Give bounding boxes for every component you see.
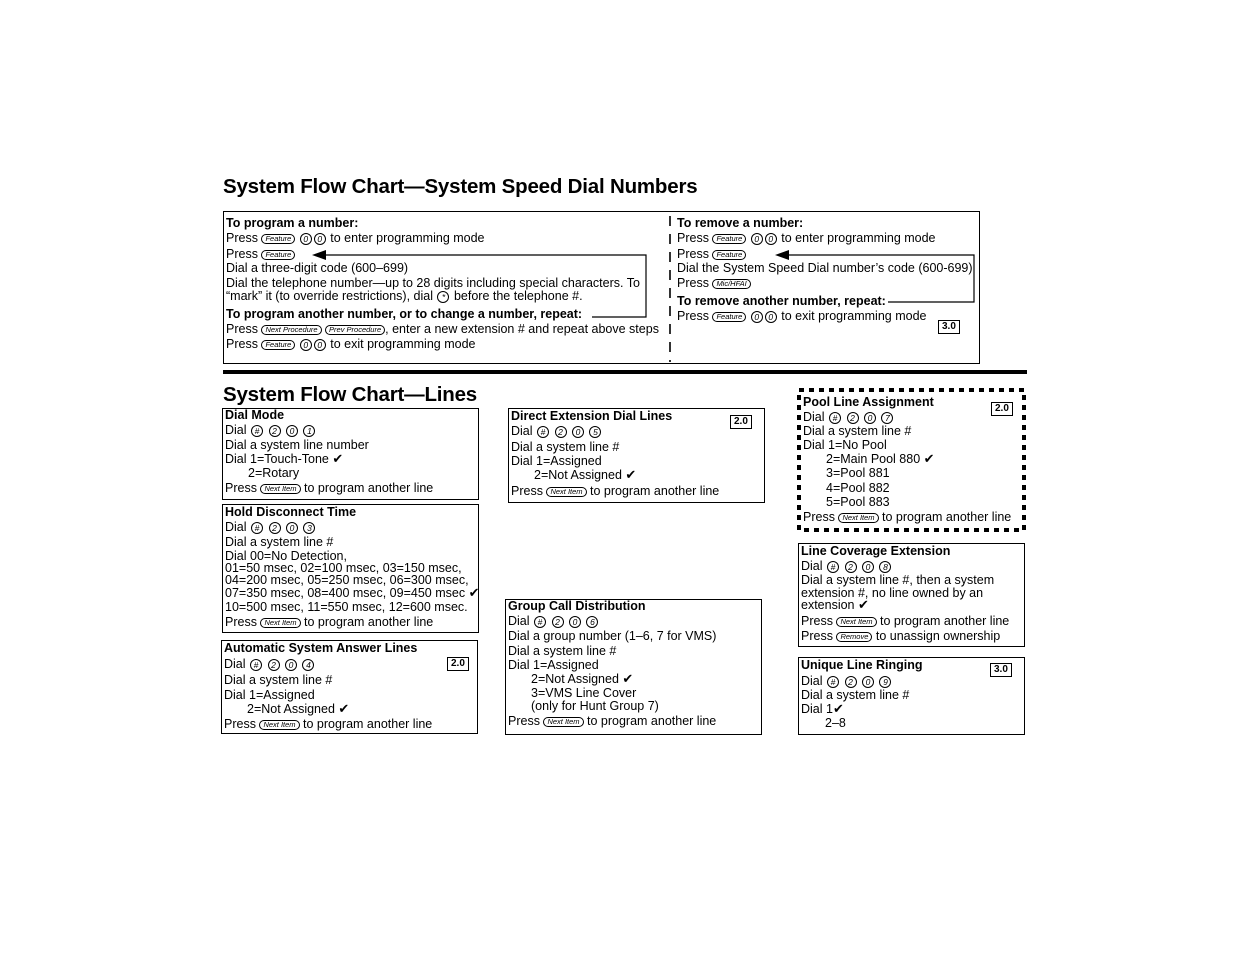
version-badge: 2.0 bbox=[991, 402, 1013, 416]
dial-key-7[interactable]: 7 bbox=[881, 412, 893, 424]
step-text: extension ✔ bbox=[801, 597, 869, 612]
dial-key-2[interactable]: 2 bbox=[845, 676, 857, 688]
hash-key[interactable]: # bbox=[251, 425, 263, 437]
program-heading: To program a number: bbox=[226, 216, 359, 230]
step-press: Press Next Item to program another line bbox=[511, 484, 720, 498]
mic-hfai-button[interactable]: Mic/HFAI bbox=[712, 279, 750, 289]
step-text: Dial a system line # bbox=[511, 440, 620, 454]
dial-key-8[interactable]: 8 bbox=[879, 561, 891, 573]
card-heading: Line Coverage Extension bbox=[801, 544, 951, 558]
card-heading: Direct Extension Dial Lines bbox=[511, 409, 673, 423]
dial-sequence: Dial # 2 0 8 bbox=[801, 559, 892, 573]
step-text: Dial a system line # bbox=[224, 673, 333, 687]
step-press: Press Next Item to program another line bbox=[803, 510, 1012, 524]
checkmark-icon: ✔ bbox=[622, 671, 634, 686]
dial-sequence: Dial # 2 0 6 bbox=[508, 614, 599, 628]
step-press: Press Next Item to program another line bbox=[225, 615, 434, 629]
step-text: Dial 1=Touch-Tone ✔ bbox=[225, 451, 344, 466]
step-press: Press Next Item to program another line bbox=[508, 714, 717, 728]
feature-button[interactable]: Feature bbox=[712, 234, 746, 244]
step-text: 01=50 msec, 02=100 msec, 03=150 msec, bbox=[225, 561, 462, 575]
step-press: Press Next Item to program another line bbox=[801, 614, 1010, 628]
step-text: 3=VMS Line Cover bbox=[531, 686, 637, 700]
card-heading: Hold Disconnect Time bbox=[225, 505, 357, 519]
remove-step-mic: Press Mic/HFAI bbox=[677, 276, 751, 290]
dial-key-2[interactable]: 2 bbox=[555, 426, 567, 438]
step-text: Dial a system line # bbox=[508, 644, 617, 658]
program-step-enter: Press Feature 0 0 to enter programming mode bbox=[226, 231, 485, 245]
hash-key[interactable]: # bbox=[829, 412, 841, 424]
dial-sequence: Dial # 2 0 5 bbox=[511, 424, 602, 438]
step-text: Dial a system line # bbox=[803, 424, 912, 438]
dial-key-0[interactable]: 0 bbox=[751, 233, 763, 245]
dial-sequence: Dial # 2 0 3 bbox=[225, 520, 316, 534]
speed-dial-title: System Flow Chart—System Speed Dial Numbers bbox=[223, 175, 698, 198]
next-item-button[interactable]: Next Item bbox=[546, 487, 586, 497]
step-text: extension #, no line owned by an bbox=[801, 586, 984, 600]
feature-button[interactable]: Feature bbox=[261, 340, 295, 350]
remove-heading: To remove a number: bbox=[677, 216, 804, 230]
prev-procedure-button[interactable]: Prev Procedure bbox=[325, 325, 385, 335]
step-text: Dial 1✔ bbox=[801, 701, 844, 716]
dial-key-0[interactable]: 0 bbox=[286, 425, 298, 437]
remove-step-feature: Press Feature bbox=[677, 247, 746, 261]
star-key[interactable]: * bbox=[437, 291, 449, 303]
remove-step-code: Dial the System Speed Dial number’s code (600-699) bbox=[677, 261, 973, 275]
card-heading: Unique Line Ringing bbox=[801, 658, 923, 672]
program-step-exit: Press Feature 0 0 to exit programming mode bbox=[226, 337, 476, 351]
checkmark-icon: ✔ bbox=[338, 701, 350, 716]
dial-key-4[interactable]: 4 bbox=[302, 659, 314, 671]
step-text: Dial a system line #, then a system bbox=[801, 573, 995, 587]
step-text: Dial a system line # bbox=[801, 688, 910, 702]
version-badge: 3.0 bbox=[990, 663, 1012, 677]
remove-step-exit: Press Feature 0 0 to exit programming mode bbox=[677, 309, 927, 323]
feature-button[interactable]: Feature bbox=[712, 250, 746, 260]
next-procedure-button[interactable]: Next Procedure bbox=[261, 325, 321, 335]
step-text: 2=Rotary bbox=[248, 466, 300, 480]
step-text: 2=Not Assigned ✔ bbox=[534, 467, 637, 482]
dial-sequence: Dial # 2 0 1 bbox=[225, 423, 316, 437]
program-step-mark: “mark” it (to override restrictions), dial * before the telephone #. bbox=[226, 289, 583, 303]
dial-sequence: Dial # 2 0 4 bbox=[224, 657, 315, 671]
checkmark-icon: ✔ bbox=[858, 597, 869, 612]
next-item-button[interactable]: Next Item bbox=[836, 617, 876, 627]
next-item-button[interactable]: Next Item bbox=[543, 717, 583, 727]
step-text: Dial 00=No Detection, bbox=[225, 549, 347, 563]
step-text: 10=500 msec, 11=550 msec, 12=600 msec. bbox=[225, 600, 468, 614]
dial-key-2[interactable]: 2 bbox=[847, 412, 859, 424]
checkmark-icon: ✔ bbox=[332, 451, 344, 466]
program-step-feature: Press Feature bbox=[226, 247, 295, 261]
step-text: 04=200 msec, 05=250 msec, 06=300 msec, bbox=[225, 573, 469, 587]
step-text: Dial a group number (1–6, 7 for VMS) bbox=[508, 629, 717, 643]
step-text: 07=350 msec, 08=400 msec, 09=450 msec ✔ bbox=[225, 585, 480, 600]
dial-key-2[interactable]: 2 bbox=[269, 522, 281, 534]
step-text: (only for Hunt Group 7) bbox=[531, 699, 659, 713]
version-badge: 2.0 bbox=[447, 657, 469, 671]
step-text: Dial a system line # bbox=[225, 535, 334, 549]
card-heading: Pool Line Assignment bbox=[803, 395, 934, 409]
dial-sequence: Dial # 2 0 7 bbox=[803, 410, 894, 424]
hash-key[interactable]: # bbox=[250, 659, 262, 671]
dial-key-0[interactable]: 0 bbox=[285, 659, 297, 671]
dial-key-0[interactable]: 0 bbox=[765, 233, 777, 245]
dial-key-2[interactable]: 2 bbox=[552, 616, 564, 628]
step-press: Press Next Item to program another line bbox=[224, 717, 433, 731]
step-text: 2=Not Assigned ✔ bbox=[531, 671, 634, 686]
dial-key-2[interactable]: 2 bbox=[845, 561, 857, 573]
step-text: Dial 1=No Pool bbox=[803, 438, 887, 452]
hash-key[interactable]: # bbox=[251, 522, 263, 534]
step-text: Dial 1=Assigned bbox=[511, 454, 602, 468]
dial-key-0[interactable]: 0 bbox=[572, 426, 584, 438]
dial-key-2[interactable]: 2 bbox=[269, 425, 281, 437]
dial-key-2[interactable]: 2 bbox=[268, 659, 280, 671]
next-item-button[interactable]: Next Item bbox=[838, 513, 878, 523]
dial-key-0[interactable]: 0 bbox=[300, 339, 312, 351]
step-text: 3=Pool 881 bbox=[826, 466, 890, 480]
step-text: 5=Pool 883 bbox=[826, 495, 890, 509]
step-text: 2=Not Assigned ✔ bbox=[247, 701, 350, 716]
next-item-button[interactable]: Next Item bbox=[260, 484, 300, 494]
step-text: 2–8 bbox=[825, 716, 846, 730]
feature-button[interactable]: Feature bbox=[261, 234, 295, 244]
dial-key-0[interactable]: 0 bbox=[751, 311, 763, 323]
dial-key-0[interactable]: 0 bbox=[314, 233, 326, 245]
hash-key[interactable]: # bbox=[827, 676, 839, 688]
dial-key-0[interactable]: 0 bbox=[862, 676, 874, 688]
checkmark-icon: ✔ bbox=[923, 451, 935, 466]
remove-button[interactable]: Remove bbox=[836, 632, 872, 642]
next-item-button[interactable]: Next Item bbox=[260, 618, 300, 628]
step-text: Dial a system line number bbox=[225, 438, 369, 452]
program-step-number: Dial the telephone number—up to 28 digits including special characters. To bbox=[226, 276, 640, 290]
dial-sequence: Dial # 2 0 9 bbox=[801, 674, 892, 688]
feature-button[interactable]: Feature bbox=[261, 250, 295, 260]
dial-key-0[interactable]: 0 bbox=[300, 233, 312, 245]
program-step-next: Press Next Procedure Prev Procedure , enter a new extension # and repeat above steps bbox=[226, 322, 659, 336]
dial-key-0[interactable]: 0 bbox=[314, 339, 326, 351]
dial-key-3[interactable]: 3 bbox=[303, 522, 315, 534]
dial-key-9[interactable]: 9 bbox=[879, 676, 891, 688]
next-item-button[interactable]: Next Item bbox=[259, 720, 299, 730]
hash-key[interactable]: # bbox=[537, 426, 549, 438]
lines-title: System Flow Chart—Lines bbox=[223, 383, 477, 406]
remove-repeat-heading: To remove another number, repeat: bbox=[677, 294, 886, 308]
dial-key-0[interactable]: 0 bbox=[569, 616, 581, 628]
hash-key[interactable]: # bbox=[827, 561, 839, 573]
remove-step-enter: Press Feature 0 0 to enter programming mode bbox=[677, 231, 936, 245]
card-heading: Automatic System Answer Lines bbox=[224, 641, 418, 655]
version-badge: 2.0 bbox=[730, 415, 752, 429]
checkmark-icon: ✔ bbox=[468, 585, 480, 600]
checkmark-icon: ✔ bbox=[625, 467, 637, 482]
checkmark-icon: ✔ bbox=[832, 701, 844, 716]
program-repeat-heading: To program another number, or to change a number, repeat: bbox=[226, 307, 583, 321]
card-heading: Group Call Distribution bbox=[508, 599, 646, 613]
step-press: Press Remove to unassign ownership bbox=[801, 629, 1001, 643]
dial-key-5[interactable]: 5 bbox=[589, 426, 601, 438]
program-step-code: Dial a three-digit code (600–699) bbox=[226, 261, 409, 275]
step-text: 2=Main Pool 880 ✔ bbox=[826, 451, 935, 466]
feature-button[interactable]: Feature bbox=[712, 312, 746, 322]
dial-key-0[interactable]: 0 bbox=[286, 522, 298, 534]
step-text: Dial 1=Assigned bbox=[508, 658, 599, 672]
card-heading: Dial Mode bbox=[225, 408, 285, 422]
dial-key-1[interactable]: 1 bbox=[303, 425, 315, 437]
dial-key-0[interactable]: 0 bbox=[862, 561, 874, 573]
dial-key-0[interactable]: 0 bbox=[864, 412, 876, 424]
dial-key-6[interactable]: 6 bbox=[586, 616, 598, 628]
hash-key[interactable]: # bbox=[534, 616, 546, 628]
step-text: 4=Pool 882 bbox=[826, 481, 890, 495]
step-press: Press Next Item to program another line bbox=[225, 481, 434, 495]
dial-key-0[interactable]: 0 bbox=[765, 311, 777, 323]
step-text: Dial 1=Assigned bbox=[224, 688, 315, 702]
version-badge: 3.0 bbox=[938, 320, 960, 334]
